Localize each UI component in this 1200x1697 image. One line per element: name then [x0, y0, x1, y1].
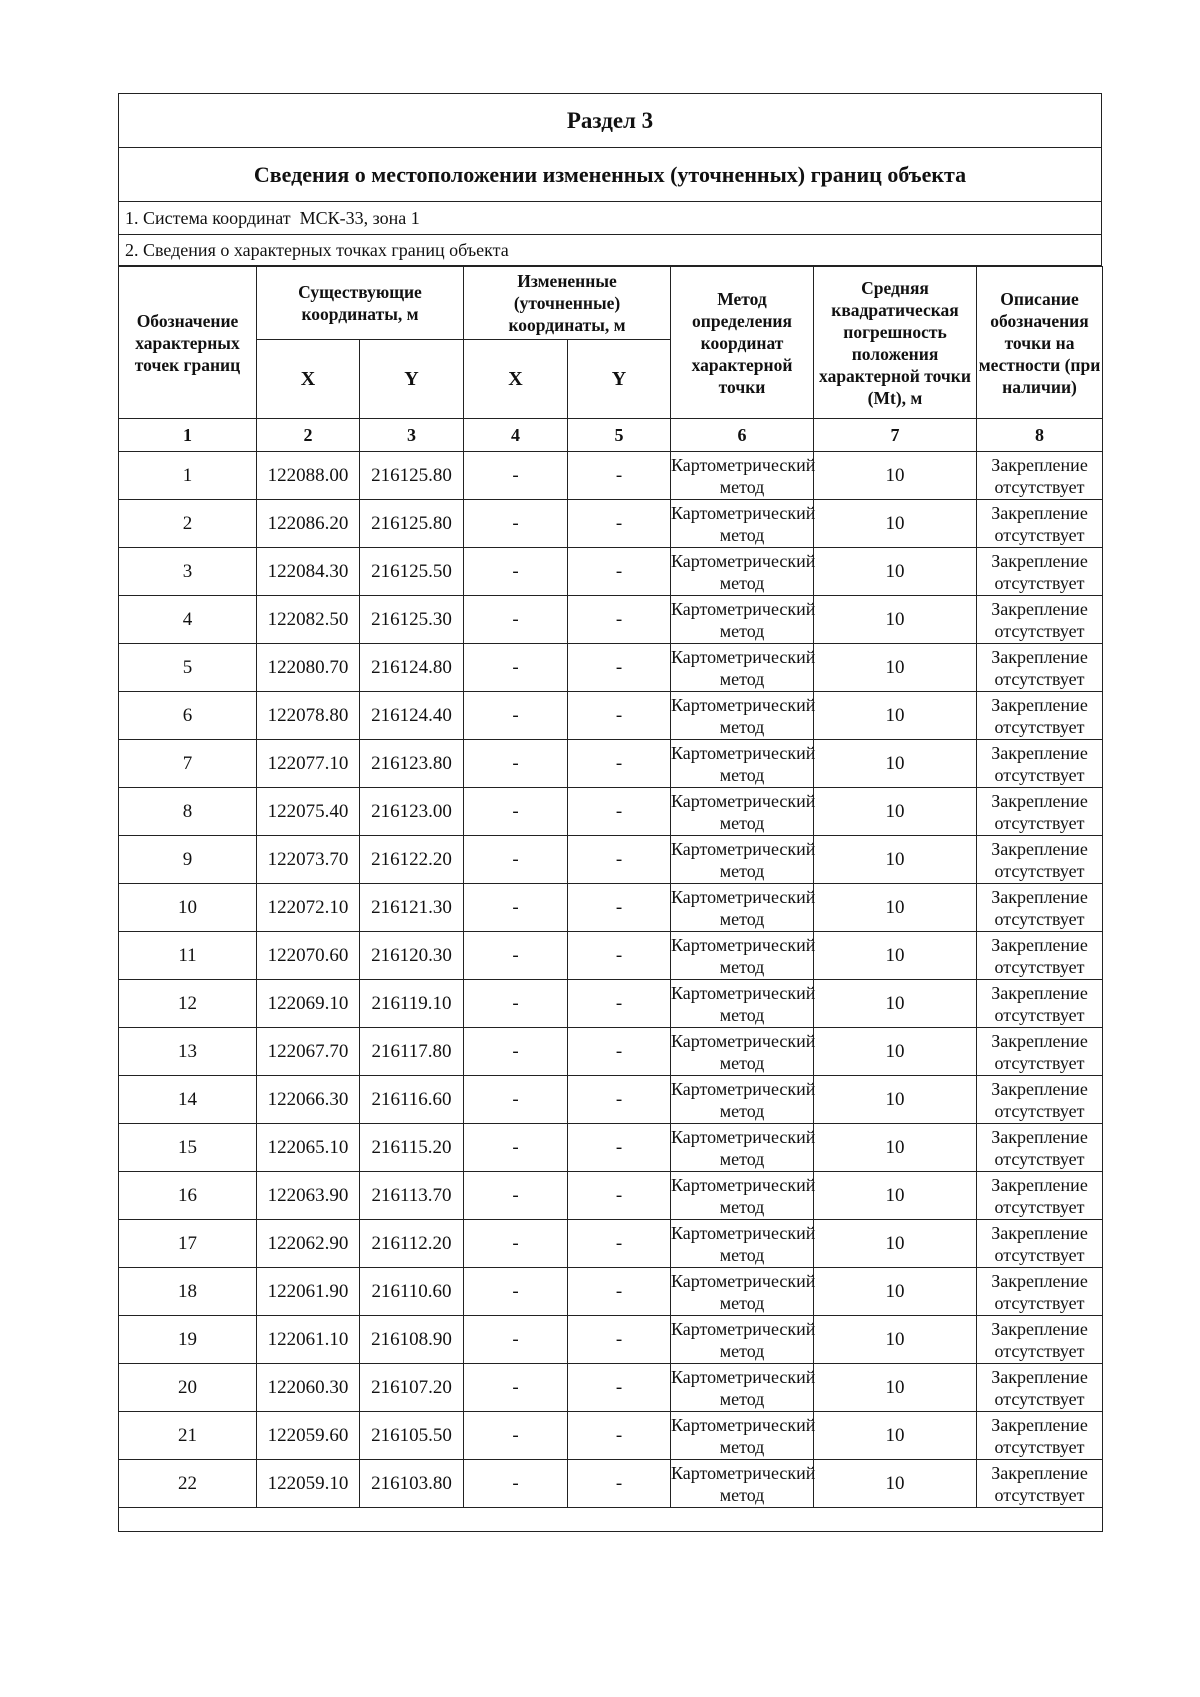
document-sheet	[118, 93, 1102, 1532]
existing-x-cell: 122082.50	[257, 596, 360, 644]
table-row	[119, 740, 1103, 788]
error-cell: 10	[814, 1460, 977, 1508]
changed-y-cell: -	[568, 692, 671, 740]
header-method: Метод определения координат характерной точки	[671, 267, 814, 419]
description-cell: Закрепление отсутствует	[977, 692, 1103, 740]
existing-y-cell: 216123.80	[360, 740, 464, 788]
header-existing-x: X	[257, 340, 360, 419]
existing-x-cell: 122088.00	[257, 452, 360, 500]
table-row	[119, 1172, 1103, 1220]
method-cell: Картометрический метод	[671, 1364, 814, 1412]
existing-y-cell: 216119.10	[360, 980, 464, 1028]
changed-y-cell: -	[568, 932, 671, 980]
table-row	[119, 692, 1103, 740]
point-number-cell: 9	[119, 836, 257, 884]
changed-x-cell: -	[464, 1124, 568, 1172]
error-cell: 10	[814, 1172, 977, 1220]
header-changed-x: X	[464, 340, 568, 419]
existing-x-cell: 122065.10	[257, 1124, 360, 1172]
existing-x-cell: 122059.10	[257, 1460, 360, 1508]
points-label: 2. Сведения о характерных точках границ объекта	[119, 235, 1102, 266]
method-cell: Картометрический метод	[671, 500, 814, 548]
point-number-cell: 5	[119, 644, 257, 692]
existing-x-cell: 122086.20	[257, 500, 360, 548]
changed-y-cell: -	[568, 1268, 671, 1316]
changed-x-cell: -	[464, 1460, 568, 1508]
changed-y-cell: -	[568, 1316, 671, 1364]
changed-y-cell: -	[568, 500, 671, 548]
table-row	[119, 932, 1103, 980]
existing-y-cell: 216117.80	[360, 1028, 464, 1076]
existing-x-cell: 122080.70	[257, 644, 360, 692]
error-cell: 10	[814, 596, 977, 644]
changed-x-cell: -	[464, 500, 568, 548]
error-cell: 10	[814, 1268, 977, 1316]
existing-y-cell: 216107.20	[360, 1364, 464, 1412]
column-number: 2	[257, 419, 360, 452]
error-cell: 10	[814, 1220, 977, 1268]
description-cell: Закрепление отсутствует	[977, 980, 1103, 1028]
existing-x-cell: 122066.30	[257, 1076, 360, 1124]
existing-x-cell: 122067.70	[257, 1028, 360, 1076]
changed-y-cell: -	[568, 596, 671, 644]
existing-y-cell: 216125.80	[360, 452, 464, 500]
table-row	[119, 644, 1103, 692]
changed-x-cell: -	[464, 644, 568, 692]
points-table-body	[119, 452, 1103, 1508]
existing-x-cell: 122069.10	[257, 980, 360, 1028]
method-cell: Картометрический метод	[671, 1076, 814, 1124]
point-number-cell: 12	[119, 980, 257, 1028]
column-number: 5	[568, 419, 671, 452]
column-number: 7	[814, 419, 977, 452]
header-existing-y: Y	[360, 340, 464, 419]
existing-x-cell: 122059.60	[257, 1412, 360, 1460]
coord-system-value: МСК-33, зона 1	[299, 207, 420, 228]
existing-x-cell: 122063.90	[257, 1172, 360, 1220]
coord-system-line	[119, 202, 1102, 235]
existing-y-cell: 216110.60	[360, 1268, 464, 1316]
table-row	[119, 1316, 1103, 1364]
changed-y-cell: -	[568, 980, 671, 1028]
method-cell: Картометрический метод	[671, 1460, 814, 1508]
changed-y-cell: -	[568, 884, 671, 932]
changed-y-cell: -	[568, 644, 671, 692]
existing-y-cell: 216124.40	[360, 692, 464, 740]
section-subtitle: Сведения о местоположении измененных (уточненных) границ объекта	[119, 148, 1102, 202]
existing-x-cell: 122072.10	[257, 884, 360, 932]
method-cell: Картометрический метод	[671, 1028, 814, 1076]
method-cell: Картометрический метод	[671, 740, 814, 788]
changed-x-cell: -	[464, 1268, 568, 1316]
existing-y-cell: 216122.20	[360, 836, 464, 884]
point-number-cell: 15	[119, 1124, 257, 1172]
header-changed-y: Y	[568, 340, 671, 419]
error-cell: 10	[814, 644, 977, 692]
existing-y-cell: 216116.60	[360, 1076, 464, 1124]
existing-x-cell: 122084.30	[257, 548, 360, 596]
table-row	[119, 1460, 1103, 1508]
error-cell: 10	[814, 788, 977, 836]
header-changed: Измененные (уточненные) координаты, м	[464, 267, 671, 340]
existing-x-cell: 122061.90	[257, 1268, 360, 1316]
column-number: 4	[464, 419, 568, 452]
point-number-cell: 8	[119, 788, 257, 836]
changed-y-cell: -	[568, 1028, 671, 1076]
section-title: Раздел 3	[119, 94, 1102, 148]
header-designation: Обозначение характерных точек границ	[119, 267, 257, 419]
error-cell: 10	[814, 692, 977, 740]
error-cell: 10	[814, 1316, 977, 1364]
existing-y-cell: 216125.30	[360, 596, 464, 644]
table-row	[119, 1268, 1103, 1316]
section-header-table	[118, 93, 1102, 266]
method-cell: Картометрический метод	[671, 980, 814, 1028]
method-cell: Картометрический метод	[671, 1268, 814, 1316]
description-cell: Закрепление отсутствует	[977, 500, 1103, 548]
point-number-cell: 19	[119, 1316, 257, 1364]
description-cell: Закрепление отсутствует	[977, 740, 1103, 788]
changed-x-cell: -	[464, 1316, 568, 1364]
changed-y-cell: -	[568, 548, 671, 596]
description-cell: Закрепление отсутствует	[977, 548, 1103, 596]
changed-x-cell: -	[464, 740, 568, 788]
error-cell: 10	[814, 884, 977, 932]
empty-footer-cell	[119, 1508, 1103, 1532]
description-cell: Закрепление отсутствует	[977, 644, 1103, 692]
point-number-cell: 1	[119, 452, 257, 500]
column-number: 8	[977, 419, 1103, 452]
method-cell: Картометрический метод	[671, 548, 814, 596]
existing-y-cell: 216112.20	[360, 1220, 464, 1268]
changed-y-cell: -	[568, 1220, 671, 1268]
coord-system-label: 1. Система координат	[125, 207, 291, 228]
changed-y-cell: -	[568, 1124, 671, 1172]
description-cell: Закрепление отсутствует	[977, 1316, 1103, 1364]
error-cell: 10	[814, 932, 977, 980]
changed-x-cell: -	[464, 932, 568, 980]
existing-x-cell: 122078.80	[257, 692, 360, 740]
error-cell: 10	[814, 1028, 977, 1076]
method-cell: Картометрический метод	[671, 884, 814, 932]
existing-y-cell: 216120.30	[360, 932, 464, 980]
table-row	[119, 452, 1103, 500]
error-cell: 10	[814, 452, 977, 500]
changed-x-cell: -	[464, 692, 568, 740]
point-number-cell: 3	[119, 548, 257, 596]
changed-x-cell: -	[464, 452, 568, 500]
table-row	[119, 548, 1103, 596]
table-row	[119, 1364, 1103, 1412]
existing-y-cell: 216113.70	[360, 1172, 464, 1220]
point-number-cell: 21	[119, 1412, 257, 1460]
existing-x-cell: 122061.10	[257, 1316, 360, 1364]
point-number-cell: 11	[119, 932, 257, 980]
existing-y-cell: 216105.50	[360, 1412, 464, 1460]
changed-x-cell: -	[464, 548, 568, 596]
error-cell: 10	[814, 836, 977, 884]
changed-y-cell: -	[568, 1172, 671, 1220]
points-table	[118, 266, 1103, 1532]
method-cell: Картометрический метод	[671, 644, 814, 692]
changed-x-cell: -	[464, 1172, 568, 1220]
method-cell: Картометрический метод	[671, 1412, 814, 1460]
description-cell: Закрепление отсутствует	[977, 788, 1103, 836]
method-cell: Картометрический метод	[671, 1220, 814, 1268]
changed-x-cell: -	[464, 1412, 568, 1460]
description-cell: Закрепление отсутствует	[977, 1172, 1103, 1220]
changed-x-cell: -	[464, 884, 568, 932]
changed-x-cell: -	[464, 788, 568, 836]
point-number-cell: 10	[119, 884, 257, 932]
changed-y-cell: -	[568, 452, 671, 500]
method-cell: Картометрический метод	[671, 596, 814, 644]
changed-x-cell: -	[464, 1076, 568, 1124]
point-number-cell: 20	[119, 1364, 257, 1412]
column-number: 6	[671, 419, 814, 452]
header-description: Описание обозначения точки на местности (при наличии)	[977, 267, 1103, 419]
table-row	[119, 1076, 1103, 1124]
existing-y-cell: 216124.80	[360, 644, 464, 692]
changed-x-cell: -	[464, 980, 568, 1028]
changed-y-cell: -	[568, 1460, 671, 1508]
description-cell: Закрепление отсутствует	[977, 1364, 1103, 1412]
error-cell: 10	[814, 500, 977, 548]
method-cell: Картометрический метод	[671, 1172, 814, 1220]
table-row	[119, 884, 1103, 932]
existing-x-cell: 122062.90	[257, 1220, 360, 1268]
existing-y-cell: 216123.00	[360, 788, 464, 836]
point-number-cell: 2	[119, 500, 257, 548]
existing-y-cell: 216103.80	[360, 1460, 464, 1508]
changed-x-cell: -	[464, 1220, 568, 1268]
changed-x-cell: -	[464, 596, 568, 644]
description-cell: Закрепление отсутствует	[977, 596, 1103, 644]
header-existing: Существующие координаты, м	[257, 267, 464, 340]
description-cell: Закрепление отсутствует	[977, 1076, 1103, 1124]
error-cell: 10	[814, 740, 977, 788]
error-cell: 10	[814, 980, 977, 1028]
column-number: 1	[119, 419, 257, 452]
changed-x-cell: -	[464, 836, 568, 884]
error-cell: 10	[814, 1364, 977, 1412]
table-row	[119, 788, 1103, 836]
method-cell: Картометрический метод	[671, 1124, 814, 1172]
method-cell: Картометрический метод	[671, 452, 814, 500]
changed-y-cell: -	[568, 1076, 671, 1124]
point-number-cell: 6	[119, 692, 257, 740]
changed-y-cell: -	[568, 788, 671, 836]
description-cell: Закрепление отсутствует	[977, 1268, 1103, 1316]
column-number: 3	[360, 419, 464, 452]
method-cell: Картометрический метод	[671, 1316, 814, 1364]
point-number-cell: 7	[119, 740, 257, 788]
point-number-cell: 18	[119, 1268, 257, 1316]
error-cell: 10	[814, 1412, 977, 1460]
point-number-cell: 4	[119, 596, 257, 644]
description-cell: Закрепление отсутствует	[977, 1028, 1103, 1076]
point-number-cell: 17	[119, 1220, 257, 1268]
empty-footer-row	[119, 1508, 1103, 1532]
changed-y-cell: -	[568, 1364, 671, 1412]
table-row	[119, 980, 1103, 1028]
point-number-cell: 14	[119, 1076, 257, 1124]
existing-y-cell: 216115.20	[360, 1124, 464, 1172]
description-cell: Закрепление отсутствует	[977, 1220, 1103, 1268]
description-cell: Закрепление отсутствует	[977, 884, 1103, 932]
existing-y-cell: 216121.30	[360, 884, 464, 932]
method-cell: Картометрический метод	[671, 692, 814, 740]
existing-y-cell: 216125.50	[360, 548, 464, 596]
point-number-cell: 13	[119, 1028, 257, 1076]
error-cell: 10	[814, 1124, 977, 1172]
table-row	[119, 1220, 1103, 1268]
changed-y-cell: -	[568, 836, 671, 884]
table-row	[119, 596, 1103, 644]
table-row	[119, 1028, 1103, 1076]
error-cell: 10	[814, 1076, 977, 1124]
description-cell: Закрепление отсутствует	[977, 1124, 1103, 1172]
existing-x-cell: 122073.70	[257, 836, 360, 884]
existing-x-cell: 122070.60	[257, 932, 360, 980]
error-cell: 10	[814, 548, 977, 596]
changed-x-cell: -	[464, 1364, 568, 1412]
existing-x-cell: 122077.10	[257, 740, 360, 788]
description-cell: Закрепление отсутствует	[977, 1412, 1103, 1460]
existing-x-cell: 122075.40	[257, 788, 360, 836]
changed-x-cell: -	[464, 1028, 568, 1076]
table-row	[119, 836, 1103, 884]
point-number-cell: 22	[119, 1460, 257, 1508]
method-cell: Картометрический метод	[671, 836, 814, 884]
description-cell: Закрепление отсутствует	[977, 932, 1103, 980]
existing-y-cell: 216125.80	[360, 500, 464, 548]
changed-y-cell: -	[568, 1412, 671, 1460]
method-cell: Картометрический метод	[671, 932, 814, 980]
method-cell: Картометрический метод	[671, 788, 814, 836]
point-number-cell: 16	[119, 1172, 257, 1220]
description-cell: Закрепление отсутствует	[977, 1460, 1103, 1508]
existing-x-cell: 122060.30	[257, 1364, 360, 1412]
existing-y-cell: 216108.90	[360, 1316, 464, 1364]
header-error: Средняя квадратическая погрешность положения характерной точки (Mt), м	[814, 267, 977, 419]
description-cell: Закрепление отсутствует	[977, 836, 1103, 884]
table-row	[119, 500, 1103, 548]
description-cell: Закрепление отсутствует	[977, 452, 1103, 500]
table-row	[119, 1412, 1103, 1460]
column-number-row	[119, 419, 1103, 452]
table-row	[119, 1124, 1103, 1172]
changed-y-cell: -	[568, 740, 671, 788]
